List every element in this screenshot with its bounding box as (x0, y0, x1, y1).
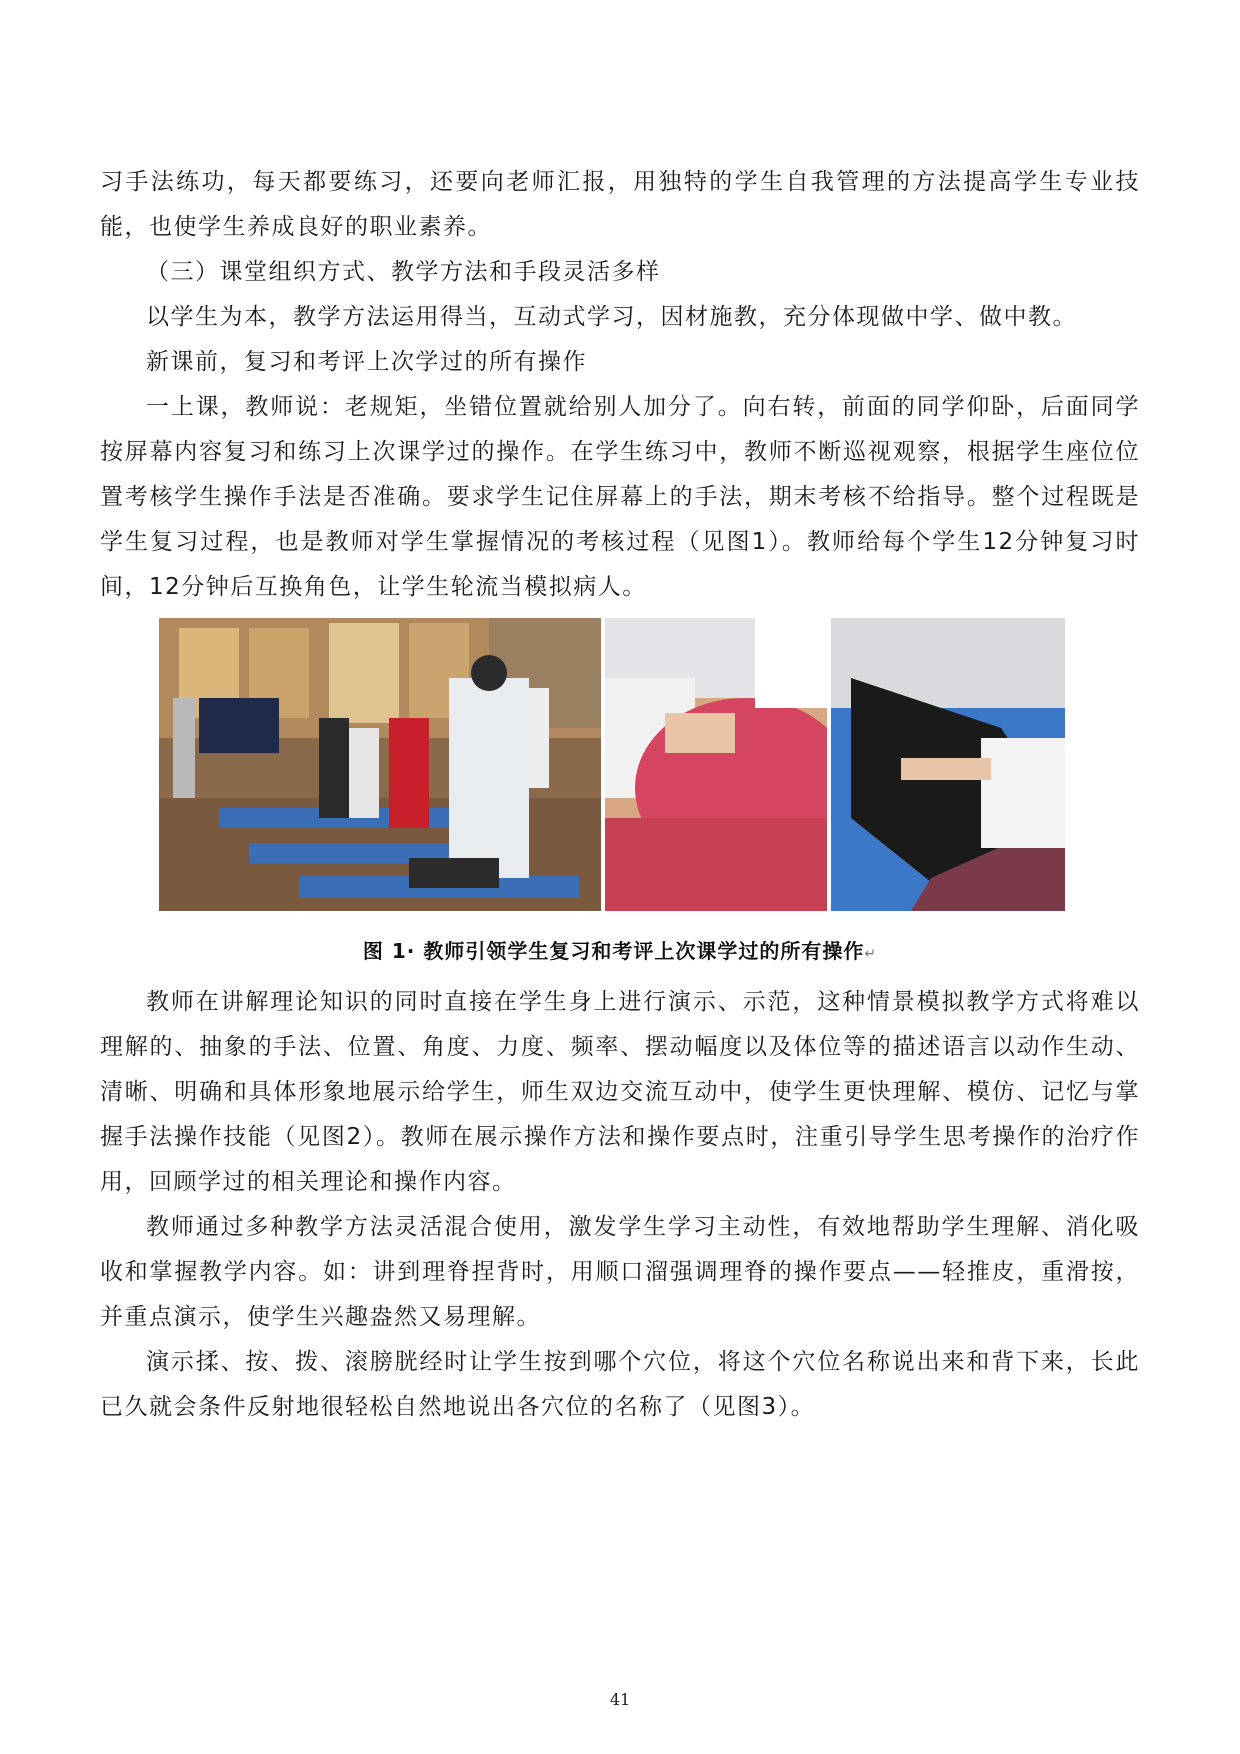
paragraph: 以学生为本，教学方法运用得当，互动式学习，因材施教，充分体现做中学、做中教。 (146, 304, 1077, 330)
demonstration-photo-1 (605, 618, 827, 911)
paragraph: 一上课，教师说：老规矩，坐错位置就给别人加分了。向右转，前面的同学仰卧，后面同学按屏幕内容复习和练习上次课学过的操作。在学生练习中，教师不断巡视观察，根据学生座位位置考核学生操作手法是否准确。要求学生记住屏幕上的手法，期末考核不给指导。整个过程既是学生复习过程，也是教师对学生掌握情况的考核过程（见图1）。教师给每个学生12分钟复习时间，12分钟后互换角色，让学生轮流当模拟病人。 (100, 394, 1140, 600)
bottom-text (100, 980, 1140, 1430)
demonstration-photo-2 (831, 618, 1065, 911)
figure-caption (0, 935, 1240, 964)
caption-text: 图 1· 教师引领学生复习和考评上次课学过的所有操作 (362, 939, 865, 963)
figure-1 (159, 618, 1065, 911)
subheading: 新课前，复习和考评上次学过的所有操作 (146, 349, 587, 375)
classroom-photo (159, 618, 601, 911)
page-number: 41 (609, 1690, 631, 1709)
top-text (100, 160, 1140, 610)
paragraph: 演示揉、按、拨、滚膀胱经时让学生按到哪个穴位，将这个穴位名称说出来和背下来，长此已久就会条件反射地很轻松自然地说出各穴位的名称了（见图3）。 (100, 1349, 1140, 1420)
paragraph-continuation: 习手法练功，每天都要练习，还要向老师汇报，用独特的学生自我管理的方法提高学生专业技能，也使学生养成良好的职业素养。 (100, 169, 1140, 240)
paragraph: 教师在讲解理论知识的同时直接在学生身上进行演示、示范，这种情景模拟教学方式将难以理解的、抽象的手法、位置、角度、力度、频率、摆动幅度以及体位等的描述语言以动作生动、清晰、明确和具体形象地展示给学生，师生双边交流互动中，使学生更快理解、模仿、记忆与掌握手法操作技能（见图2）。教师在展示操作方法和操作要点时，注重引导学生思考操作的治疗作用，回顾学过的相关理论和操作内容。 (100, 989, 1140, 1195)
paragraph: 教师通过多种教学方法灵活混合使用，激发学生学习主动性，有效地帮助学生理解、消化吸收和掌握教学内容。如：讲到理脊捏背时，用顺口溜强调理脊的操作要点——轻推皮，重滑按，并重点演示，使学生兴趣盎然又易理解。 (100, 1214, 1140, 1330)
section-heading: （三）课堂组织方式、教学方法和手段灵活多样 (146, 259, 661, 285)
paragraph-mark: ↵ (864, 946, 878, 962)
